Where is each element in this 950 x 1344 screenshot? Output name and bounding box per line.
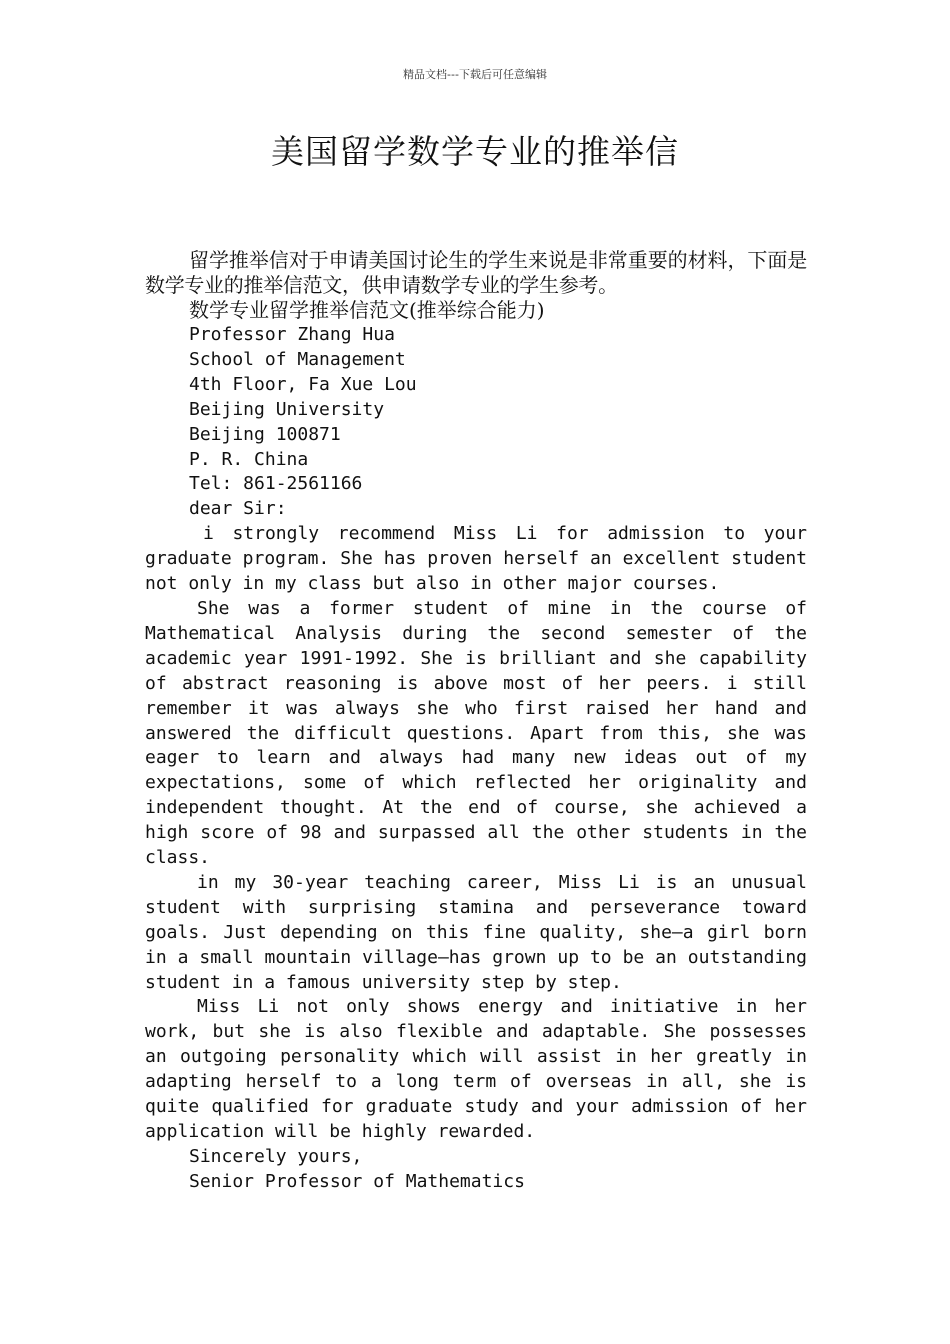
document-body [145, 248, 807, 1195]
address-line: Professor Zhang Hua [189, 324, 395, 345]
signature: Senior Professor of Mathematics [189, 1170, 525, 1192]
letter-paragraph: in my 30-year teaching career, Miss Li is an unusual student with surprising stamina and perseverance toward goals. Just depending on this fine quality, she—a girl born in a small mountain village—has grown up to be an outstanding student in a famous university step by step. [145, 871, 807, 993]
recipient-address [145, 323, 807, 497]
intro-paragraph: 留学推举信对于申请美国讨论生的学生来说是非常重要的材料，下面是数学专业的推举信范文，供申请数学专业的学生参考。 [145, 248, 807, 297]
address-line: Beijing 100871 [189, 423, 341, 445]
closing: Sincerely yours, [189, 1145, 363, 1167]
letter-paragraph: i strongly recommend Miss Li for admission to your graduate program. She has proven herself an excellent student not only in my class but also in other major courses. [145, 523, 807, 595]
sample-heading: 数学专业留学推举信范文(推举综合能力) [189, 298, 545, 322]
page-header-note: 精品文档---下载后可任意编辑 [403, 68, 547, 81]
salutation: dear Sir: [189, 498, 287, 520]
letter-paragraph: She was a former student of mine in the course of Mathematical Analysis during the second semester of the academic year 1991-1992. She is brilliant and she capability of abstract reasoning is above most of her peers. i still remember it was always she who first raised her hand and answered the difficult questions. Apart from this, she was eager to learn and always had many new ideas out of my expectations, some of which reflected her originality and independent thought. At the end of course, she achieved a high score of 98 and surpassed all the other students in the class. [145, 597, 807, 869]
document-title: 美国留学数学专业的推举信 [271, 132, 679, 171]
address-line: School of Management [189, 348, 406, 370]
letter-paragraph: Miss Li not only shows energy and initiative in her work, but she is also flexible and adaptable. She possesses an outgoing personality which will assist in her greatly in adapting herself to a long term of overseas in all, she is quite qualified for graduate study and your admission of her application will be highly rewarded. [145, 996, 807, 1142]
address-line: P. R. China [189, 448, 309, 470]
address-line: Beijing University [189, 398, 385, 420]
address-line: Tel: 861-2561166 [189, 473, 363, 495]
address-line: 4th Floor, Fa Xue Lou [189, 373, 417, 395]
